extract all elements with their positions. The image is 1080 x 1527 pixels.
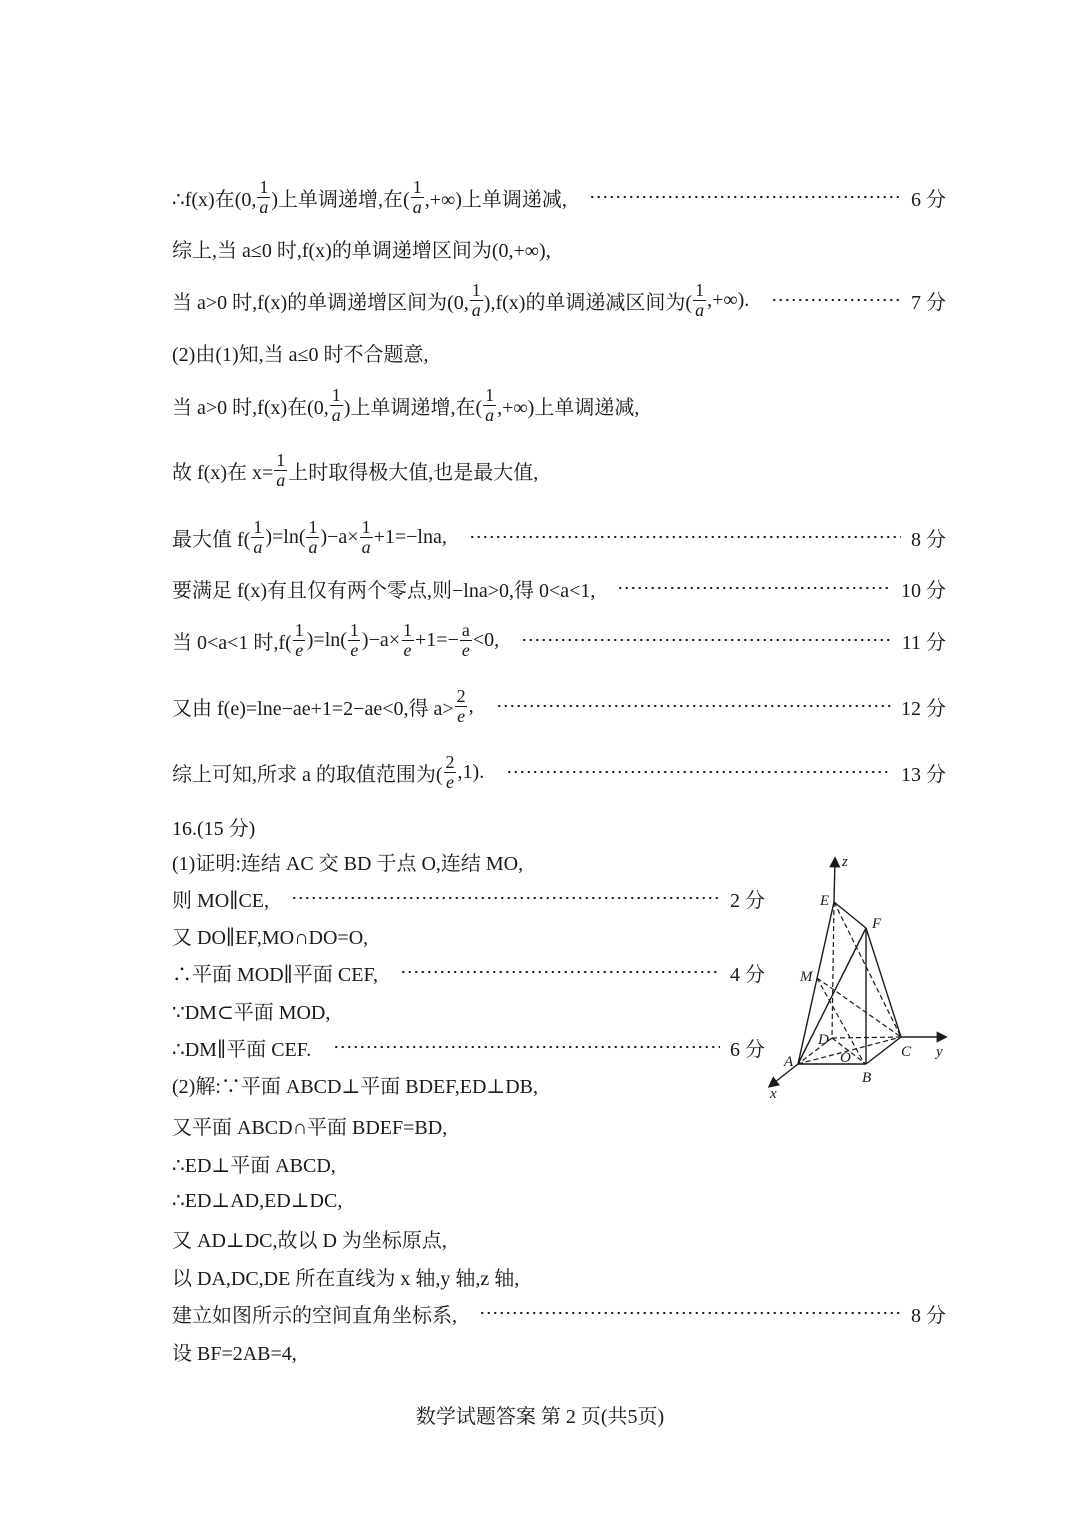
text-segment: 又 AD⊥DC,故以 D 为坐标原点,: [172, 1229, 447, 1252]
text-line: [172, 620, 946, 660]
score-points: 8 分: [911, 528, 946, 551]
text-segment: 当 a>0 时,f(x)在(0,: [172, 396, 329, 419]
score-points: 11 分: [901, 631, 946, 654]
text-segment: 当 a>0 时,f(x)的单调递增区间为(0,: [172, 291, 469, 314]
fraction-numerator: 1: [331, 384, 341, 405]
text-segment: 16.(15 分): [172, 817, 256, 840]
dot-leader: [400, 970, 720, 974]
fraction-denominator: a: [412, 196, 422, 217]
label-a: A: [784, 1054, 794, 1070]
fraction-numerator: 2: [456, 685, 466, 706]
text-segment: 综上,当 a≤0 时,f(x)的单调递增区间为(0,+∞),: [172, 239, 551, 262]
text-segment: (2)解:∵平面 ABCD⊥平面 BDEF,ED⊥DB,: [172, 1075, 539, 1098]
fraction: [330, 386, 343, 425]
text-line: [172, 280, 946, 320]
text-segment: 建立如图所示的空间直角坐标系,: [172, 1304, 457, 1327]
fraction: [444, 753, 457, 792]
label-d: D: [818, 1032, 829, 1048]
text-segment: ,: [468, 694, 474, 717]
text-line: [172, 1105, 447, 1145]
text-segment: ∴平面 MOD∥平面 CEF,: [172, 963, 378, 986]
score-points: 7 分: [911, 291, 946, 314]
fraction: [251, 518, 264, 557]
text-line: [172, 228, 551, 268]
dot-leader: [333, 1045, 720, 1049]
edge-dc: [832, 1037, 901, 1038]
dot-leader: [771, 298, 901, 302]
text-segment: ,+∞)上单调递减,: [424, 188, 567, 211]
text-segment: ,+∞).: [707, 288, 750, 311]
text-segment: ,+∞)上单调递减,: [497, 396, 640, 419]
score-points: 13 分: [901, 763, 946, 786]
fraction-numerator: 1: [361, 516, 371, 537]
edge-ed: [832, 902, 834, 1038]
label-c: C: [901, 1044, 912, 1060]
text-segment: )−a×: [320, 525, 359, 548]
text-line: [172, 952, 765, 992]
fraction-numerator: a: [461, 619, 470, 640]
edge-ec: [834, 902, 901, 1037]
pyramid-figure: [760, 850, 960, 1100]
text-segment: 上时取得极大值,也是最大值,: [288, 461, 539, 484]
text-line: [172, 1180, 342, 1220]
text-segment: +1=−lna,: [373, 525, 447, 548]
fraction-denominator: a: [259, 196, 269, 217]
text-line: [172, 1027, 765, 1067]
text-segment: +1=−: [415, 628, 459, 651]
text-segment: )上单调递增,在(: [271, 188, 410, 211]
fraction-denominator: e: [350, 639, 359, 660]
score-points: 10 分: [901, 579, 946, 602]
text-segment: ∴f(x)在(0,: [172, 188, 257, 211]
fraction: [455, 687, 468, 726]
fraction-numerator: 1: [695, 279, 705, 300]
edge-fa: [798, 928, 866, 1064]
fraction-denominator: e: [295, 639, 304, 660]
text-line: [172, 385, 639, 425]
text-line: [172, 1218, 447, 1258]
text-segment: ∴ED⊥平面 ABCD,: [172, 1154, 336, 1177]
fraction-numerator: 1: [471, 279, 481, 300]
label-b: B: [862, 1070, 872, 1086]
fraction-denominator: e: [446, 771, 455, 792]
text-segment: 又平面 ABCD∩平面 BDEF=BD,: [172, 1116, 448, 1139]
fraction-numerator: 1: [294, 619, 304, 640]
text-line: [172, 332, 429, 372]
score-points: 6 分: [911, 188, 946, 211]
fraction: [306, 518, 319, 557]
text-segment: <0,: [472, 628, 500, 651]
text-segment: )−a×: [361, 628, 401, 651]
z-axis: [834, 859, 835, 902]
score-points: 4 分: [730, 963, 765, 986]
fraction: [274, 451, 287, 490]
label-m: M: [800, 969, 813, 985]
text-segment: 又 DO∥EF,MO∩DO=O,: [172, 926, 369, 949]
label-o: O: [840, 1050, 851, 1066]
fraction: [348, 621, 361, 660]
text-segment: )上单调递增,在(: [343, 396, 483, 419]
text-line: [172, 686, 946, 726]
text-line: [172, 806, 255, 846]
dot-leader: [506, 770, 891, 774]
fraction-denominator: e: [457, 705, 466, 726]
fraction-numerator: 1: [485, 384, 495, 405]
dot-leader: [496, 704, 891, 708]
score-points: 8 分: [911, 1304, 946, 1327]
fraction-denominator: a: [308, 536, 318, 557]
label-y: y: [936, 1044, 943, 1060]
text-segment: (1)证明:连结 AC 交 BD 于点 O,连结 MO,: [172, 852, 524, 875]
fraction-denominator: a: [471, 299, 481, 320]
page-footer: 数学试题答案 第 2 页(共5页): [415, 1406, 665, 1428]
text-segment: 要满足 f(x)有且仅有两个零点,则−lna>0,得 0<a<1,: [172, 579, 596, 602]
fraction: [257, 178, 270, 217]
text-line: [172, 1293, 946, 1333]
text-segment: ∵DM⊂平面 MOD,: [172, 1001, 331, 1024]
text-segment: 综上可知,所求 a 的取值范围为(: [172, 763, 443, 786]
score-points: 6 分: [730, 1038, 765, 1061]
fraction: [460, 621, 472, 660]
label-x: x: [770, 1086, 777, 1100]
fraction-numerator: 1: [403, 619, 413, 640]
fraction: [470, 281, 483, 320]
text-segment: ∴ED⊥AD,ED⊥DC,: [172, 1189, 343, 1212]
fraction-denominator: e: [461, 639, 470, 660]
fraction-numerator: 2: [445, 751, 455, 772]
text-line: [172, 915, 368, 955]
text-segment: )=ln(: [265, 525, 306, 548]
fraction-numerator: 1: [308, 516, 318, 537]
text-line: [172, 1064, 538, 1104]
label-e: E: [820, 893, 830, 909]
text-line: [172, 752, 946, 792]
fraction-numerator: 1: [412, 176, 422, 197]
text-segment: 故 f(x)在 x=: [172, 461, 274, 484]
text-line: [172, 450, 538, 490]
text-segment: 则 MO∥CE,: [172, 889, 270, 912]
text-line: [172, 990, 330, 1030]
dot-leader: [521, 638, 892, 642]
dot-leader: [589, 195, 901, 199]
fraction: [411, 178, 424, 217]
fraction-denominator: a: [276, 469, 286, 490]
fraction: [401, 621, 414, 660]
label-f: F: [872, 916, 882, 932]
dot-leader: [617, 586, 891, 590]
fraction-denominator: a: [361, 536, 371, 557]
fraction-denominator: a: [253, 536, 263, 557]
text-segment: )=ln(: [306, 628, 347, 651]
score-points: 12 分: [901, 697, 946, 720]
fraction: [293, 621, 306, 660]
text-segment: 又由 f(e)=lne−ae+1=2−ae<0,得 a>: [172, 697, 454, 720]
dot-leader: [291, 896, 720, 900]
text-segment: 设 BF=2AB=4,: [172, 1342, 297, 1365]
fraction-denominator: a: [331, 404, 341, 425]
text-line: [172, 1331, 297, 1371]
text-segment: (2)由(1)知,当 a≤0 时不合题意,: [172, 343, 429, 366]
dot-leader: [469, 535, 901, 539]
text-line: [172, 177, 946, 217]
fraction-numerator: 1: [253, 516, 263, 537]
fraction-denominator: e: [403, 639, 412, 660]
text-line: [172, 1256, 519, 1296]
text-line: [172, 1143, 336, 1183]
fraction: [483, 386, 496, 425]
text-line: [172, 841, 523, 881]
fraction-numerator: 1: [259, 176, 269, 197]
fraction: [360, 518, 373, 557]
fraction-denominator: a: [485, 404, 495, 425]
text-segment: ),f(x)的单调递减区间为(: [483, 291, 693, 314]
text-segment: 以 DA,DC,DE 所在直线为 x 轴,y 轴,z 轴,: [172, 1267, 520, 1290]
fraction-denominator: a: [695, 299, 705, 320]
edge-ef: [834, 902, 866, 928]
dot-leader: [479, 1311, 901, 1315]
fraction-numerator: 1: [349, 619, 359, 640]
fraction: [693, 281, 706, 320]
edge-mc: [817, 978, 901, 1037]
label-z: z: [842, 854, 848, 870]
fraction-numerator: 1: [276, 449, 286, 470]
text-line: [172, 517, 946, 557]
text-line: [172, 568, 946, 608]
text-segment: 最大值 f(: [172, 528, 251, 551]
text-segment: ,1).: [457, 760, 485, 783]
edge-fc: [866, 928, 901, 1037]
text-line: [172, 878, 765, 918]
text-segment: ∴DM∥平面 CEF.: [172, 1038, 312, 1061]
score-points: 2 分: [730, 889, 765, 912]
text-segment: 当 0<a<1 时,f(: [172, 631, 292, 654]
